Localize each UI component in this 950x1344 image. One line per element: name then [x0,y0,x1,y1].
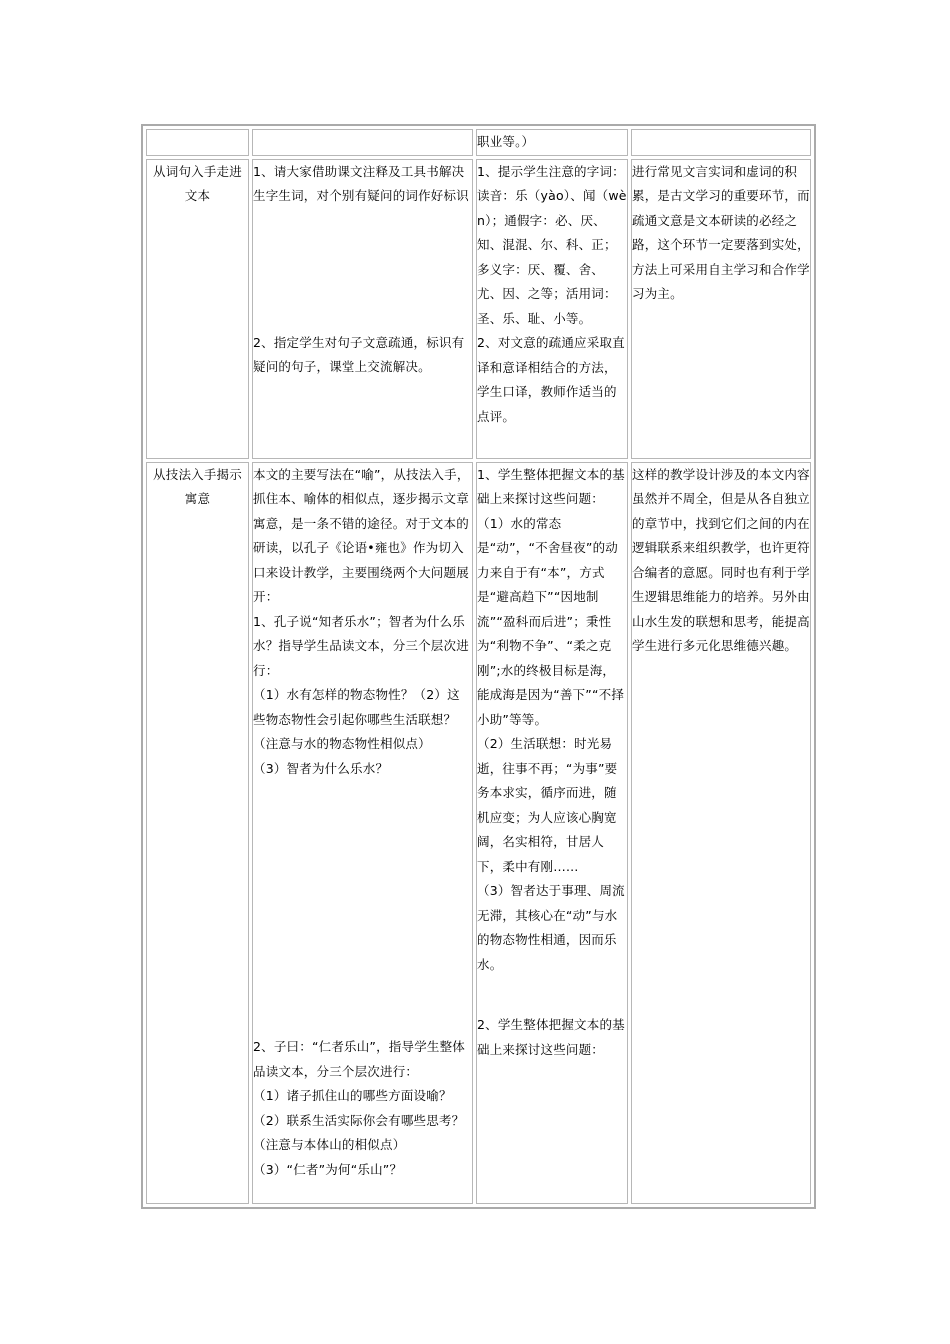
student-line: （2）生活联想：时光易逝，往事不再；“为事”要务本求实，循序而进，随机应变；为人应该心胸宽阔，名实相符，甘居人下，柔中有刚…… [477,736,618,874]
spacer [477,977,627,1013]
teacher-line: 1、孔子说“知者乐水”；智者为什么乐水？指导学生品读文本，分三个层次进行： [253,613,469,678]
table-row [146,462,811,1204]
student-line: （1）水的常态是“动”，“不舍昼夜”的动力来自于有“本”，方式是“避高趋下”“因地制流”“盈科而后进”；秉性为“利物不争”、“柔之克刚”;水的终极目标是海，能成海是因为“善下”“不择小助”等等。 [477,515,625,727]
teacher-line: 2、子曰：“仁者乐山”，指导学生整体品读文本，分三个层次进行： [253,1039,466,1079]
teacher-line: （3）智者为什么乐水？ [253,760,389,776]
table-cell [252,129,473,156]
table-row [146,159,811,459]
teacher-line: （1）诸子抓住山的哪些方面设喻？ [253,1088,452,1103]
teacher-step-2: 2、指定学生对句子文意疏通，标识有疑问的句子，课堂上交流解决。 [253,334,465,374]
student-step-1: 1、提示学生注意的字词：读音：乐（yào）、闻（wèn）；通假字：必、厌、知、混混、尔、科、正；多义字：厌、覆、舍、尤、因、之等；活用词：圣、乐、耻、小等。 [477,163,627,326]
table-cell [146,129,249,156]
teacher-line: 本文的主要写法在“喻”，从技法入手，抓住本、喻体的相似点，逐步揭示文章寓意，是一条不错的途径。对于文本的研读，以孔子《论语•雍也》作为切入口来设计教学，主要围绕两个大问题展开： [253,466,470,604]
student-line: （3）智者达于事理、周流无滞，其核心在“动”与水的物态物性相通，因而乐水。 [477,883,625,972]
table-cell [631,129,811,156]
spacer [253,209,472,331]
teacher-activity-cell [252,159,473,459]
teacher-step-1: 1、请大家借助课文注释及工具书解决生字生词，对个别有疑问的词作好标识 [253,163,469,203]
spacer [253,781,472,1035]
design-note-cell: 进行常见文言实词和虚词的积累，是古文学习的重要环节，而疏通文意是文本研读的必经之路，这个环节一定要落到实处，方法上可采用自主学习和合作学习为主。 [631,159,811,459]
teacher-line: （3）“仁者”为何“乐山”？ [253,1161,403,1177]
teacher-line: （1）水有怎样的物态物性？（2）这些物态物性会引起你哪些生活联想？（注意与水的物态物性相似点） [253,687,460,751]
student-activity-cell [476,462,628,1204]
table-row [146,129,811,156]
student-activity-cell [476,159,628,459]
lesson-plan-table [141,124,816,1209]
student-line: 2、学生整体把握文本的基础上来探讨这些问题： [477,1017,625,1057]
student-step-2: 2、对文意的疏通应采取直译和意译相结合的方法，学生口译，教师作适当的点评。 [477,335,625,424]
stage-cell: 从技法入手揭示寓意 [146,462,249,1204]
table-cell: 职业等。） [476,129,628,156]
teacher-line: （2）联系生活实际你会有哪些思考？（注意与本体山的相似点） [253,1112,465,1152]
student-line: 1、学生整体把握文本的基础上来探讨这些问题： [477,466,625,506]
teacher-activity-cell [252,462,473,1204]
design-note-cell: 这样的教学设计涉及的本文内容虽然并不周全，但是从各自独立的章节中，找到它们之间的内在逻辑联系来组织教学，也许更符合编者的意愿。同时也有利于学生逻辑思维能力的培养。另外由山水生发的联想和思考，能提高学生进行多元化思维德兴趣。 [631,462,811,1204]
stage-cell: 从词句入手走进文本 [146,159,249,459]
